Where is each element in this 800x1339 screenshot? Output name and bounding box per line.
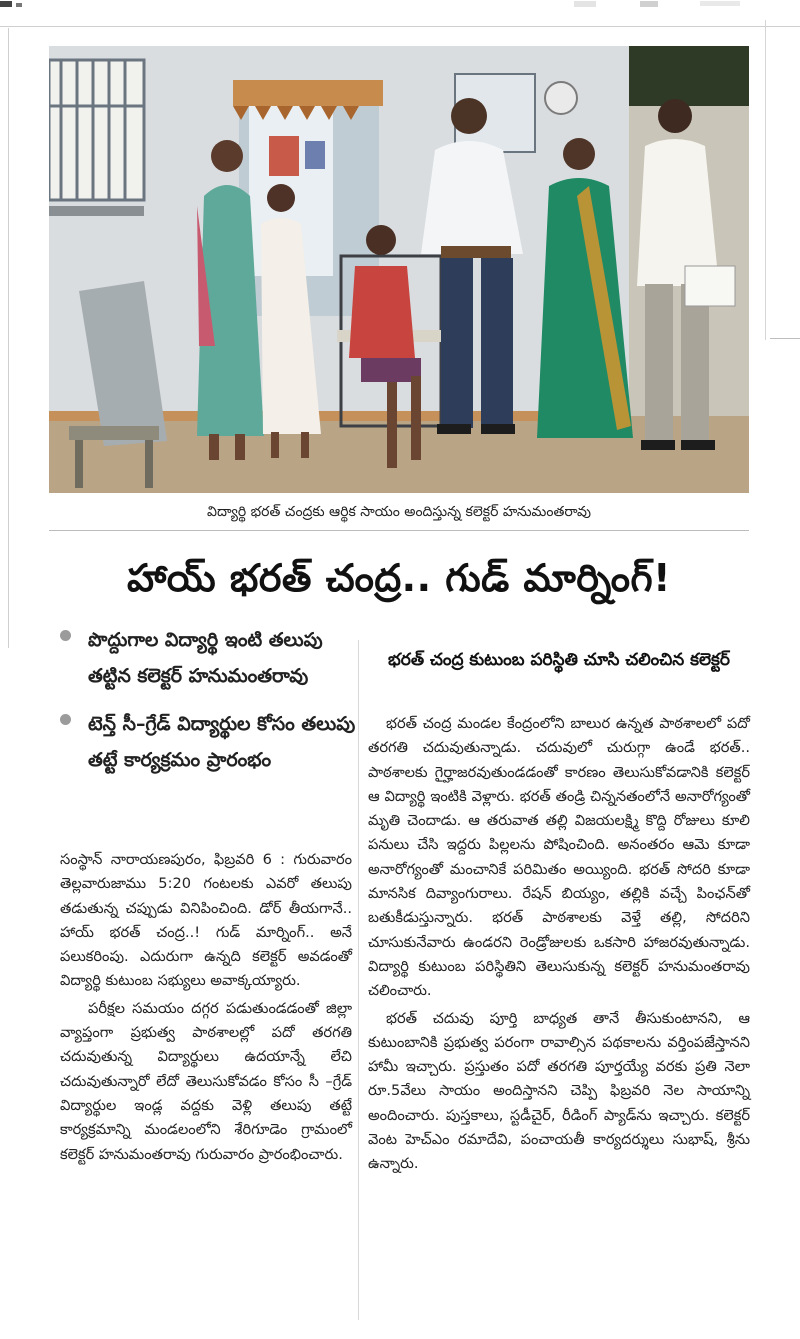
right-margin-rule: [765, 20, 766, 340]
sub-headline: భరత్ చంద్ర కుటుంబ పరిస్థితి చూసి చలించిన కలెక్టర్: [387, 650, 731, 670]
caption-rule: [49, 530, 749, 531]
photo-caption: విద్యార్థి భరత్ చంద్రకు ఆర్థిక సాయం అందిస్తున్న కలెక్టర్ హనుమంతరావు: [206, 504, 591, 520]
highlight-bullets: [60, 622, 360, 790]
body-paragraph: భరత్ చదువు పూర్తి బాధ్యత తానే తీసుకుంటానని, ఆ కుటుంబానికి ప్రభుత్వ పరంగా రావాల్సిన పథకాలను వర్తింపజేస్తానని హామీ ఇచ్చారు. ప్రస్తుతం పదో తరగతి పూర్తయ్యే వరకు ప్రతి నెలా రూ.5వేలు సాయం అందిస్తానని చెప్పి ఫిబ్రవరి నెల సాయాన్ని అందించారు. పుస్తకాలు, స్టడీచైర్, రీడింగ్ ప్యాడ్‌ను ఇచ్చారు. కలెక్టర్ వెంట హెచ్‌ఎం రమాదేవి, పంచాయతీ కార్యదర్శులు సుభాష్, శ్రీను ఉన్నారు.: [368, 1009, 750, 1173]
highlight-bullet: [60, 706, 360, 778]
right-margin-tick: [770, 338, 800, 339]
article-headline: హాయ్ భరత్ చంద్ర.. గుడ్ మార్నింగ్!: [127, 556, 671, 600]
top-strip-graphic: [0, 1, 800, 15]
left-margin-rule: [8, 28, 9, 648]
news-photo: [49, 46, 749, 493]
bullet-text: పొద్దుగాల విద్యార్థి ఇంటి తలుపు తట్టిన కలెక్టర్ హనుమంతరావు: [88, 629, 323, 687]
top-rule: [0, 26, 800, 27]
body-paragraph: భరత్ చంద్ర మండల కేంద్రంలోని బాలుర ఉన్నత పాఠశాలలో పదో తరగతి చదువుతున్నాడు. చదువులో చురుగ్గా ఉండే భరత్.. పాఠశాలకు గైర్హాజరవుతుండడంతో కారణం తెలుసుకోవడానికి కలెక్టర్ ఆ విద్యార్థి ఇంటికి వెళ్లారు. భరత్ తండ్రి చిన్ననతంలోనే అనారోగ్యంతో మృతి చెందాడు. ఆ తరువాత తల్లి విజయలక్ష్మి కొద్ది రోజులు కూలి పనులు చేసి ఇద్దరు పిల్లలను పోషించింది. అనంతరం ఆమె కూడా అనారోగ్యంతో మంచానికే పరిమితం అయ్యింది. భరత్ సోదరి కూడా మానసిక దివ్యాంగురాలు. రేషన్ బియ్యం, తల్లికి వచ్చే పింఛన్‌తో బతుకీడుస్తున్నారు. భరత్ పాఠశాలకు వెళ్తే తల్లి, సోదరిని చూసుకునేవారు ఉండరని రెండ్రోజులకు ఒకసారి హాజరవుతున్నాడు. విద్యార్థి కుటుంబ పరిస్థితిని తెలుసుకున్న కలెక్టర్ హనుమంతరావు చలించారు.: [368, 715, 750, 1000]
right-column-body: [368, 712, 750, 1177]
bullet-icon: [60, 714, 71, 725]
bullet-icon: [60, 630, 71, 641]
photo-illustration: [49, 46, 749, 493]
body-paragraph: పరీక్షల సమయం దగ్గర పడుతుండడంతో జిల్లా వ్యాప్తంగా ప్రభుత్వ పాఠశాలల్లో పదో తరగతి చదువుతున్న విద్యార్థులు ఉదయాన్నే లేచి చదువుతున్నారో లేదో తెలుసుకోవడం కోసం సీ –గ్రేడ్ విద్యార్థుల ఇండ్ల వద్దకు వెళ్లి తలుపు తట్టే కార్యక్రమాన్ని మండలంలోని శేరిగూడెం గ్రామంలో కలెక్టర్ హనుమంతరావు గురువారం ప్రారంభించారు.: [60, 999, 352, 1163]
column-divider: [358, 640, 359, 1320]
highlight-bullet: [60, 622, 360, 694]
bullet-text: టెన్త్ సీ–గ్రేడ్ విద్యార్థుల కోసం తలుపు తట్టే కార్యక్రమం ప్రారంభం: [88, 713, 356, 771]
previous-page-strip: [0, 0, 800, 14]
body-paragraph: సంస్థాన్ నారాయణపురం, ఫిబ్రవరి 6 : గురువారం తెల్లవారుజాము 5:20 గంటలకు ఎవరో తలుపు తడుతున్న చప్పుడు వినిపించింది. డోర్ తీయగానే.. హాయ్ భరత్ చంద్ర..! గుడ్ మార్నింగ్.. అనే పలుకరింపు. ఎదురుగా ఉన్నది కలెక్టర్ అవడంతో విద్యార్థి కుటుంబ సభ్యులు అవాక్కయ్యారు.: [60, 851, 352, 990]
left-column-body: [60, 848, 352, 1167]
